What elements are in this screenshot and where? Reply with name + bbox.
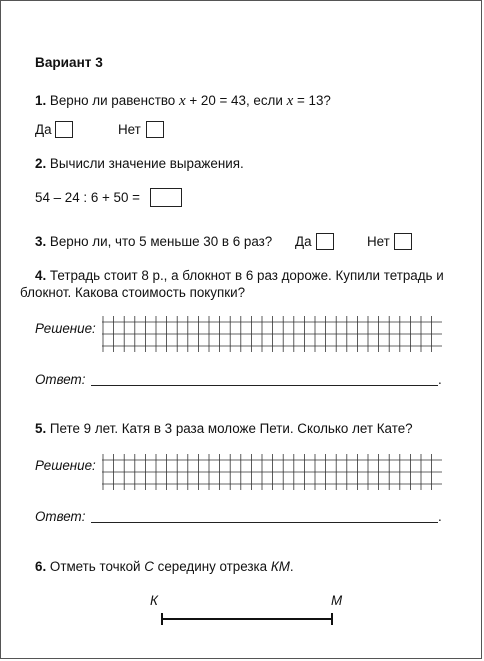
- question-1-no-label: Нет: [118, 122, 141, 137]
- question-5-answer-end: .: [438, 509, 442, 524]
- question-1-variable-x: x: [178, 93, 186, 109]
- question-6-text-b: середину отрезка: [153, 559, 271, 574]
- question-6-number: 6.: [35, 559, 47, 574]
- question-3-number: 3.: [35, 234, 47, 249]
- question-4-number: 4.: [35, 268, 47, 283]
- question-2-text: Вычисли значение выражения.: [49, 156, 244, 171]
- question-5: [35, 421, 413, 437]
- question-1-yes-label: Да: [35, 122, 52, 137]
- question-4-answer-line[interactable]: [91, 385, 438, 386]
- question-3: [35, 234, 272, 250]
- question-3-no-checkbox[interactable]: [394, 233, 412, 250]
- question-5-text: Пете 9 лет. Катя в 3 раза моложе Пети. Сколько лет Кате?: [49, 421, 413, 436]
- question-5-solution-label: Решение:: [35, 458, 96, 473]
- question-6-text-a: Отметь точкой: [49, 559, 145, 574]
- question-3-yes-checkbox[interactable]: [316, 233, 334, 250]
- question-4-line-1: [35, 268, 444, 284]
- question-4-answer-end: .: [438, 372, 442, 387]
- segment-km[interactable]: [159, 611, 335, 627]
- question-4-answer-label: Ответ:: [35, 372, 86, 387]
- question-3-no-label: Нет: [367, 234, 390, 249]
- question-5-solution-grid[interactable]: [102, 452, 442, 492]
- segment-endpoint-k-label: К: [150, 593, 158, 608]
- question-5-answer-line[interactable]: [91, 522, 438, 523]
- question-5-answer-label: Ответ:: [35, 509, 86, 524]
- question-3-yes-label: Да: [295, 234, 312, 249]
- question-3-text: Верно ли, что 5 меньше 30 в 6 раз?: [49, 234, 273, 249]
- question-2: [35, 156, 244, 172]
- question-5-number: 5.: [35, 421, 47, 436]
- question-6-segment-label: КМ: [270, 559, 290, 574]
- worksheet-title: Вариант 3: [35, 55, 103, 70]
- question-2-number: 2.: [35, 156, 47, 171]
- question-6-text-c: .: [289, 559, 294, 574]
- question-4-solution-label: Решение:: [35, 321, 96, 336]
- question-1-no-checkbox[interactable]: [146, 121, 164, 138]
- question-1-number: 1.: [35, 93, 47, 108]
- question-1: [35, 93, 331, 109]
- question-6-point-label: С: [144, 559, 154, 574]
- question-4-solution-grid[interactable]: [102, 314, 442, 354]
- question-1-text-c: = 13?: [293, 93, 331, 108]
- question-1-text-b: + 20 = 43, если: [185, 93, 287, 108]
- question-4-text-1: Тетрадь стоит 8 р., а блокнот в 6 раз дороже. Купили тетрадь и: [49, 268, 444, 283]
- question-1-yes-checkbox[interactable]: [55, 121, 73, 138]
- question-1-text-a: Верно ли равенство: [49, 93, 179, 108]
- question-2-answer-box[interactable]: [150, 188, 182, 207]
- question-2-expression: 54 – 24 : 6 + 50 =: [35, 190, 140, 205]
- question-4-line-2: блокнот. Какова стоимость покупки?: [20, 285, 246, 300]
- question-6: [35, 559, 294, 575]
- segment-endpoint-m-label: М: [331, 593, 343, 608]
- question-1-variable-x-2: x: [286, 93, 294, 109]
